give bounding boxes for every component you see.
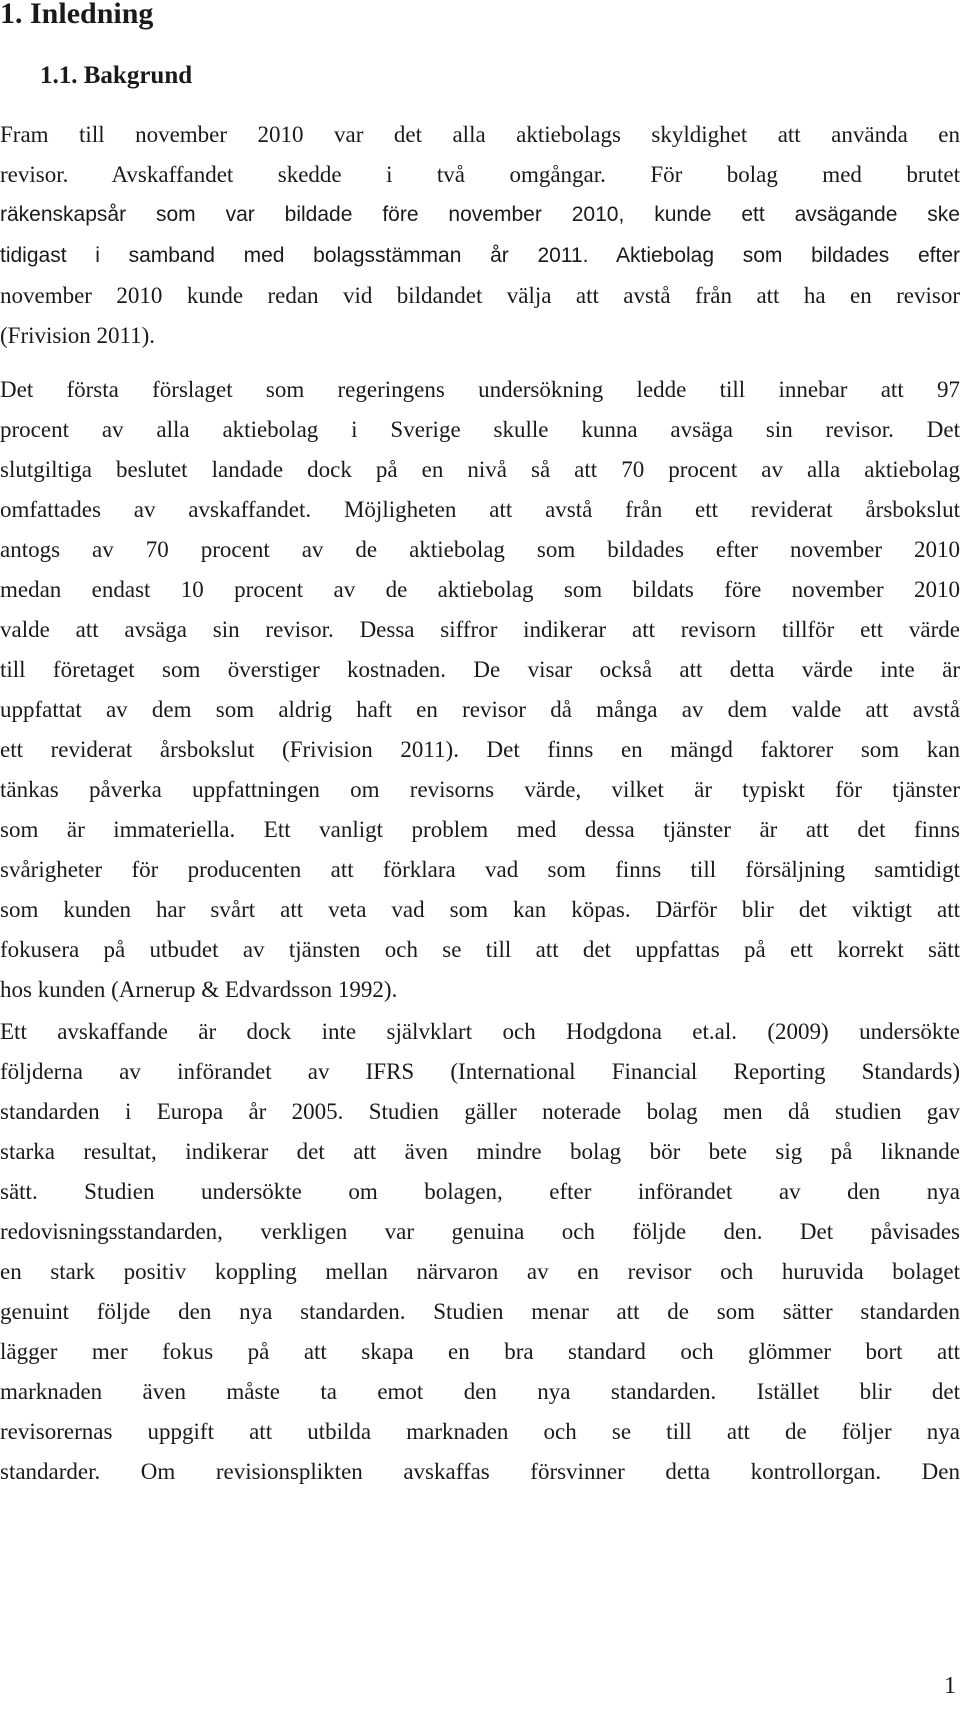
section-heading: 1.1. Bakgrund: [40, 62, 193, 89]
text-line: revisorernas uppgift att utbilda marknaden och se till att de följer nya: [0, 1419, 960, 1444]
text-line: hos kunden (Arnerup & Edvardsson 1992).: [0, 977, 398, 1002]
text-line: en stark positiv koppling mellan närvaron av en revisor och huruvida bolaget: [0, 1259, 960, 1284]
text-line: följderna av införandet av IFRS (International Financial Reporting Standards): [0, 1059, 960, 1084]
page-number: 1: [944, 1673, 956, 1699]
text-line: till företaget som överstiger kostnaden. De visar också att detta värde inte är: [0, 657, 960, 682]
text-line: Fram till november 2010 var det alla aktiebolags skyldighet att använda en: [0, 122, 960, 147]
text-line: valde att avsäga sin revisor. Dessa siffror indikerar att revisorn tillför ett värde: [0, 617, 960, 642]
text-line: som är immateriella. Ett vanligt problem med dessa tjänster är att det finns: [0, 817, 960, 842]
text-line: omfattades av avskaffandet. Möjligheten att avstå från ett reviderat årsbokslut: [0, 497, 960, 522]
text-line: (Frivision 2011).: [0, 323, 156, 348]
paragraph-background-2: [0, 370, 960, 1010]
text-segment: Aktiebolag som bildades efter: [588, 244, 960, 267]
text-line: lägger mer fokus på att skapa en bra standard och glömmer bort att: [0, 1339, 960, 1364]
text-line: revisor. Avskaffandet skedde i två omgångar. För bolag med brutet: [0, 162, 960, 187]
text-line: november 2010 kunde redan vid bildandet välja att avstå från att ha en revisor: [0, 283, 960, 308]
text-line: uppfattat av dem som aldrig haft en revisor då många av dem valde att avstå: [0, 697, 960, 722]
text-line: standarder. Om revisionsplikten avskaffas försvinner detta kontrollorgan. Den: [0, 1459, 960, 1484]
text-line: Det första förslaget som regeringens undersökning ledde till innebar att 97: [0, 377, 960, 402]
text-line: standarden i Europa år 2005. Studien gäller noterade bolag men då studien gav: [0, 1099, 960, 1124]
text-line: fokusera på utbudet av tjänsten och se till att det uppfattas på ett korrekt sätt: [0, 937, 960, 962]
text-line: procent av alla aktiebolag i Sverige skulle kunna avsäga sin revisor. Det: [0, 417, 960, 442]
text-line: svårigheter för producenten att förklara vad som finns till försäljning samtidigt: [0, 857, 960, 882]
text-segment: tidigast i samband med bolagsstämman år 2011.: [0, 244, 589, 267]
text-line: redovisningsstandarden, verkligen var genuina och följde den. Det påvisades: [0, 1219, 960, 1244]
text-line: medan endast 10 procent av de aktiebolag som bildats före november 2010: [0, 577, 960, 602]
text-line: Ett avskaffande är dock inte självklart och Hodgdona et.al. (2009) undersökte: [0, 1019, 960, 1044]
text-line: räkenskapsår som var bildade före november 2010, kunde ett avsägande ske: [0, 203, 960, 226]
paragraph-background-1: [0, 115, 960, 356]
text-line: ett reviderat årsbokslut (Frivision 2011). Det finns en mängd faktorer som kan: [0, 737, 960, 762]
chapter-heading: 1. Inledning: [0, 0, 154, 30]
text-line: slutgiltiga beslutet landade dock på en nivå så att 70 procent av alla aktiebolag: [0, 457, 960, 482]
text-line: [0, 235, 960, 276]
text-line: tänkas påverka uppfattningen om revisorns värde, vilket är typiskt för tjänster: [0, 777, 960, 802]
text-line: genuint följde den nya standarden. Studien menar att de som sätter standarden: [0, 1299, 960, 1324]
text-line: antogs av 70 procent av de aktiebolag som bildades efter november 2010: [0, 537, 960, 562]
text-line: som kunden har svårt att veta vad som kan köpas. Därför blir det viktigt att: [0, 897, 960, 922]
text-line: marknaden även måste ta emot den nya standarden. Istället blir det: [0, 1379, 960, 1404]
text-line: sätt. Studien undersökte om bolagen, efter införandet av den nya: [0, 1179, 960, 1204]
text-line: starka resultat, indikerar det att även mindre bolag bör bete sig på liknande: [0, 1139, 960, 1164]
paragraph-ifrs: [0, 1012, 960, 1492]
